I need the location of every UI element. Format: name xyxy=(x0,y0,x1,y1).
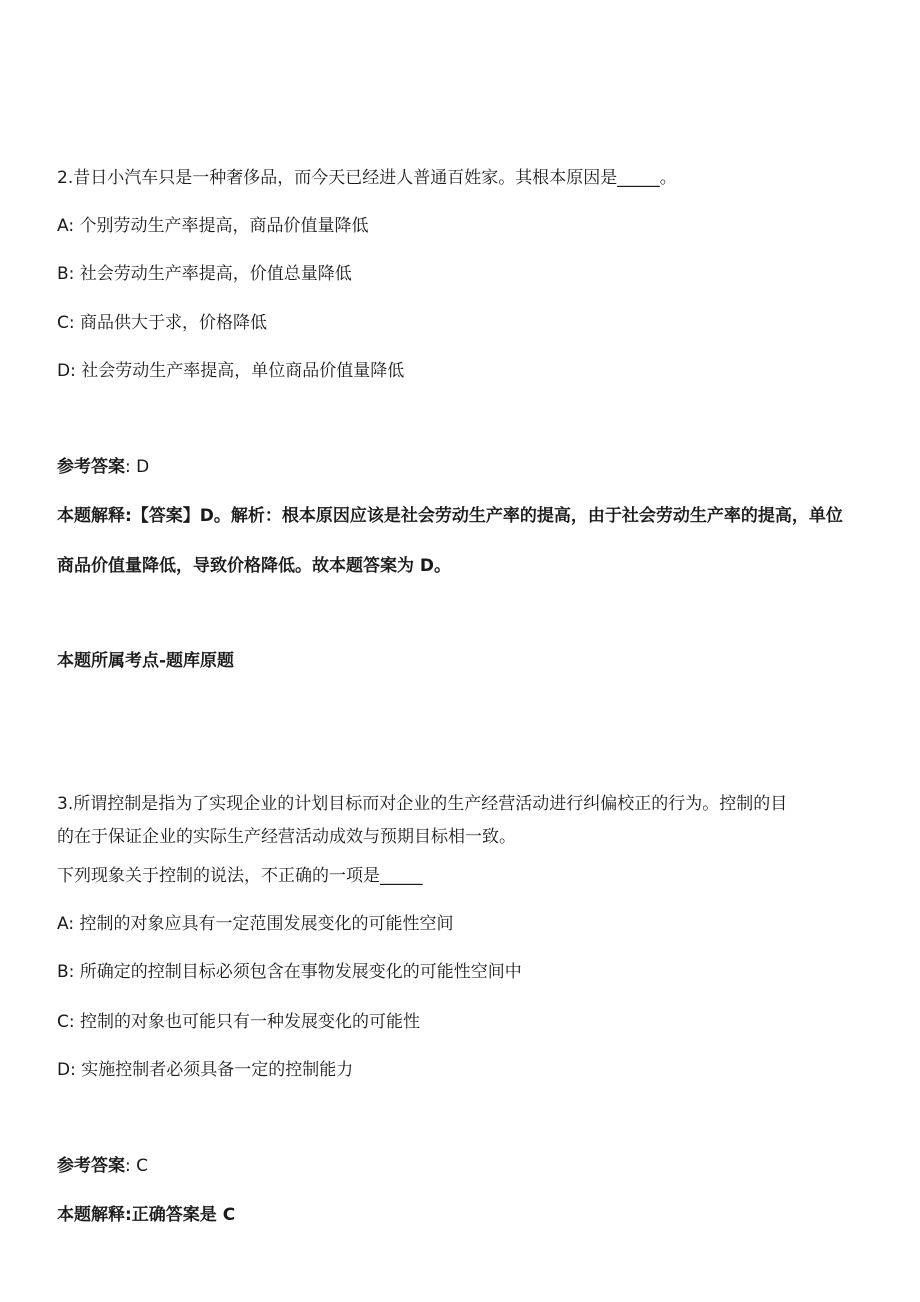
question-3-answer xyxy=(57,1154,148,1178)
question-3-explanation xyxy=(57,1203,235,1227)
question-2-option-a: A: 个别劳动生产率提高，商品价值量降低 xyxy=(57,216,369,236)
question-3-option-c: C: 控制的对象也可能只有一种发展变化的可能性 xyxy=(57,1012,421,1032)
question-3-stem-line3: 下列现象关于控制的说法，不正确的一项是_____ xyxy=(57,866,423,886)
explanation-text: :【答案】D。解析：根本原因应该是社会劳动生产率的提高，由于社会劳动生产率的提高，单位商品价值量降低，导致价格降低。故本题答案为 D。 xyxy=(57,506,843,576)
explanation-label: 本题解释 xyxy=(57,1205,125,1225)
question-2-topic: 本题所属考点-题库原题 xyxy=(57,651,235,671)
explanation-label: 本题解释 xyxy=(57,506,125,526)
question-3-stem-line2: 的在于保证企业的实际生产经营活动成效与预期目标相一致。 xyxy=(57,827,516,847)
answer-label: 参考答案 xyxy=(57,1156,125,1176)
question-3-option-a: A: 控制的对象应具有一定范围发展变化的可能性空间 xyxy=(57,914,454,934)
answer-value: : C xyxy=(125,1156,149,1176)
explanation-text: :正确答案是 C xyxy=(125,1205,236,1225)
question-2-stem: 2.昔日小汽车只是一种奢侈品，而今天已经进人普通百姓家。其根本原因是_____。 xyxy=(57,168,677,188)
question-2-answer xyxy=(57,455,149,479)
answer-label: 参考答案 xyxy=(57,457,125,477)
question-3-stem-line1: 3.所谓控制是指为了实现企业的计划目标而对企业的生产经营活动进行纠偏校正的行为。控制的目 xyxy=(57,794,788,814)
question-2-option-d: D: 社会劳动生产率提高，单位商品价值量降低 xyxy=(57,361,405,381)
question-3-option-d: D: 实施控制者必须具备一定的控制能力 xyxy=(57,1060,354,1080)
question-2-option-c: C: 商品供大于求，价格降低 xyxy=(57,313,268,333)
question-2-option-b: B: 社会劳动生产率提高，价值总量降低 xyxy=(57,264,352,284)
answer-value: : D xyxy=(125,457,150,477)
question-2-explanation xyxy=(57,491,847,591)
question-3-option-b: B: 所确定的控制目标必须包含在事物发展变化的可能性空间中 xyxy=(57,962,522,982)
